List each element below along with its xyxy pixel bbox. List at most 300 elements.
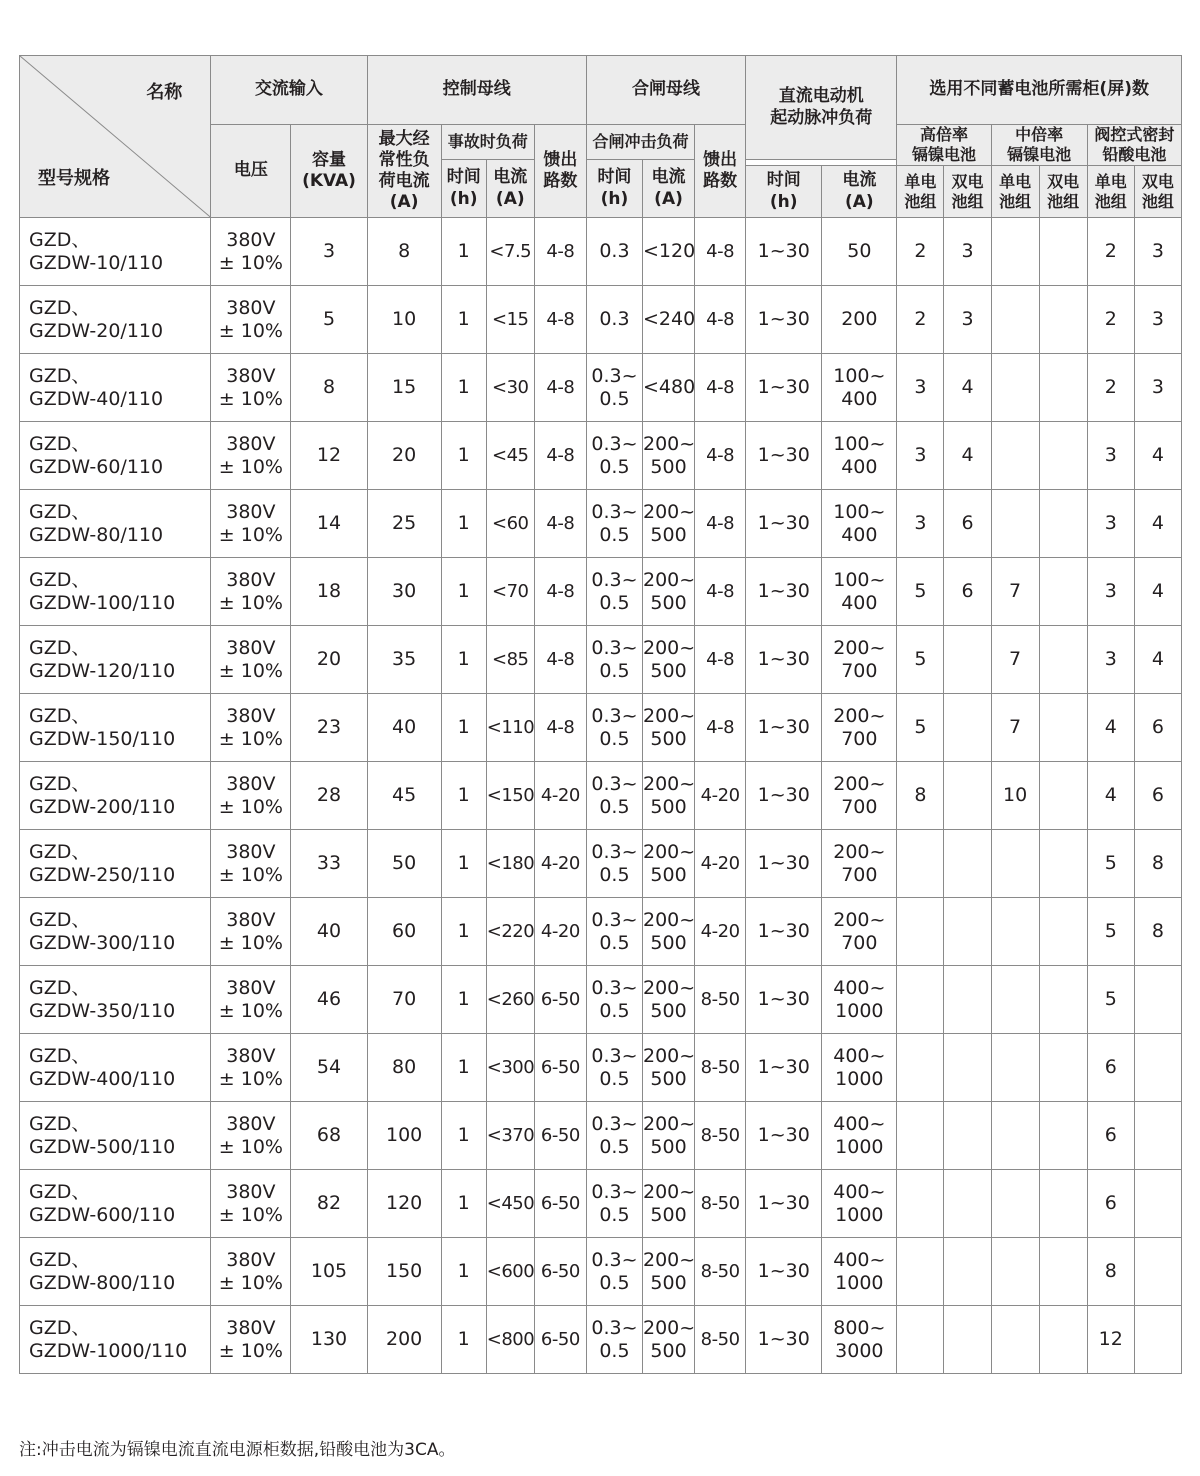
impact-time-value: 0.3~ 0.5 [591,636,638,682]
model-cell [20,490,211,558]
high-rate-single-value: 2 [914,308,927,331]
accident-time-cell [441,966,486,1034]
high-rate-double-value: 3 [961,308,974,331]
vrla-double-cell [1134,1238,1181,1306]
high-rate-double-label: 双电 池组 [951,171,984,211]
max-current-value: 8 [398,240,411,263]
motor-time-cell [746,422,822,490]
motor-current-value: 100~ 400 [833,500,886,546]
accident-time-cell [441,898,486,966]
accident-current-value: <60 [492,512,529,534]
model-value: GZD、 GZDW-400/110 [29,1044,176,1090]
capacity-cell [291,1034,367,1102]
motor-current-cell [822,422,897,490]
high-rate-single-value: 5 [914,716,927,739]
impact-current-cell [642,694,694,762]
high-rate-double-cell [944,1034,991,1102]
table-row [20,422,1182,490]
motor-current-value: 400~ 1000 [833,976,886,1022]
control-feeders-cell [534,1306,586,1374]
vrla-header [1087,125,1181,166]
vrla-single-cell [1087,898,1134,966]
control-feeders-value: 4-20 [540,920,580,942]
impact-time-cell [586,694,642,762]
voltage-cell [211,1306,291,1374]
model-cell [20,1306,211,1374]
capacity-cell [291,422,367,490]
vrla-single-cell [1087,422,1134,490]
vrla-double-header [1134,166,1181,218]
mid-rate-single-cell [991,1238,1039,1306]
accident-time-value: 1 [457,648,470,671]
closing-feeders-value: 4-20 [700,920,740,942]
control-feeders-cell [534,626,586,694]
capacity-value: 130 [310,1328,348,1351]
accident-current-value: <15 [492,308,529,330]
voltage-cell [211,286,291,354]
closing-feeders-value: 8-50 [700,1260,740,1282]
accident-current-value: <260 [486,988,535,1010]
accident-time-value: 1 [457,1056,470,1079]
control-feeders-cell [534,694,586,762]
impact-time-value: 0.3~ 0.5 [591,1112,638,1158]
accident-current-value: <150 [486,784,535,806]
motor-time-header [746,166,822,218]
max-current-value: 150 [385,1260,423,1283]
model-cell [20,218,211,286]
vrla-single-cell [1087,286,1134,354]
impact-time-cell [586,354,642,422]
mid-rate-single-value: 10 [1002,784,1028,807]
closing-feeders-value: 4-8 [706,444,735,466]
motor-time-value: 1~30 [757,1124,810,1147]
impact-time-value: 0.3~ 0.5 [591,1180,638,1226]
model-cell [20,1238,211,1306]
voltage-cell [211,694,291,762]
table-row [20,1238,1182,1306]
impact-current-value: 200~ 500 [642,636,696,682]
vrla-double-cell [1134,490,1181,558]
control-feeders-value: 6-50 [540,988,580,1010]
impact-time-value: 0.3~ 0.5 [591,976,638,1022]
impact-current-cell [642,1102,694,1170]
mid-rate-single-value: 7 [1009,716,1022,739]
motor-current-cell [822,694,897,762]
motor-current-value: 200~ 700 [833,908,886,954]
capacity-cell [291,286,367,354]
mid-rate-double-cell [1039,1306,1087,1374]
mid-rate-single-cell [991,694,1039,762]
motor-current-cell [822,1306,897,1374]
motor-time-value: 1~30 [757,716,810,739]
motor-current-value: 400~ 1000 [833,1248,886,1294]
accident-current-cell [486,1238,534,1306]
vrla-single-value: 2 [1104,308,1117,331]
vrla-double-cell [1134,966,1181,1034]
motor-time-cell [746,218,822,286]
control-feeders-label: 馈出 路数 [543,149,578,191]
mid-rate-double-label: 双电 池组 [1047,171,1080,211]
impact-current-cell [642,422,694,490]
closing-feeders-cell [695,558,746,626]
accident-current-value: <85 [492,648,529,670]
table-row [20,830,1182,898]
max-current-cell [367,830,441,898]
capacity-value: 3 [322,240,336,263]
high-rate-single-label: 单电 池组 [904,171,937,211]
closing-feeders-value: 4-8 [706,648,735,670]
capacity-value: 40 [316,920,342,943]
vrla-double-value: 6 [1151,716,1164,739]
motor-current-label: 电流 (A) [842,170,877,212]
control-feeders-cell [534,354,586,422]
control-feeders-cell [534,1034,586,1102]
vrla-single-cell [1087,966,1134,1034]
vrla-single-value: 2 [1104,240,1117,263]
vrla-single-value: 5 [1104,920,1117,943]
impact-time-cell [586,626,642,694]
model-cell [20,286,211,354]
motor-time-value: 1~30 [757,852,810,875]
accident-current-value: <30 [492,376,529,398]
mid-rate-header [991,125,1087,166]
vrla-single-cell [1087,1238,1134,1306]
mid-rate-single-cell [991,966,1039,1034]
vrla-double-value: 4 [1151,512,1164,535]
voltage-cell [211,830,291,898]
closing-bus-header: 合闸母线 [586,56,745,125]
accident-time-value: 1 [457,240,470,263]
closing-feeders-value: 4-8 [706,512,735,534]
accident-time-cell [441,1102,486,1170]
accident-time-cell [441,1238,486,1306]
motor-current-value: 200~ 700 [833,840,886,886]
mid-rate-double-cell [1039,490,1087,558]
model-value: GZD、 GZDW-10/110 [29,228,164,274]
max-current-value: 25 [392,512,417,535]
high-rate-single-value: 2 [914,240,927,263]
vrla-double-cell [1134,626,1181,694]
accident-time-header [441,160,486,218]
motor-time-value: 1~30 [757,988,810,1011]
model-cell [20,898,211,966]
voltage-header: 电压 [211,125,291,218]
max-current-value: 70 [392,988,417,1011]
motor-current-value: 200~ 700 [833,772,886,818]
impact-current-label: 电流 (A) [651,167,686,209]
capacity-value: 5 [322,308,336,331]
impact-time-cell [586,1238,642,1306]
control-bus-header: 控制母线 [367,56,586,125]
closing-feeders-value: 4-20 [700,852,740,874]
accident-time-cell [441,830,486,898]
voltage-value: 380V ± 10% [218,1180,283,1226]
motor-current-cell [822,218,897,286]
max-current-value: 10 [392,308,417,331]
model-value: GZD、 GZDW-80/110 [29,500,164,546]
impact-current-value: 200~ 500 [642,500,696,546]
high-rate-double-cell [944,286,991,354]
closing-feeders-cell [695,830,746,898]
voltage-value: 380V ± 10% [218,840,283,886]
accident-current-cell [486,1170,534,1238]
accident-time-value: 1 [457,1260,470,1283]
voltage-cell [211,558,291,626]
motor-time-cell [746,626,822,694]
voltage-cell [211,490,291,558]
closing-feeders-label: 馈出 路数 [703,149,738,191]
voltage-value: 380V ± 10% [218,500,283,546]
control-feeders-cell [534,830,586,898]
voltage-value: 380V ± 10% [218,772,283,818]
capacity-cell [291,1170,367,1238]
model-value: GZD、 GZDW-350/110 [29,976,176,1022]
vrla-single-cell [1087,626,1134,694]
voltage-cell [211,626,291,694]
accident-current-cell [486,218,534,286]
table-row [20,626,1182,694]
accident-time-value: 1 [457,580,470,603]
vrla-double-cell [1134,762,1181,830]
motor-time-label: 时间 (h) [766,170,801,212]
accident-current-value: <110 [486,716,535,738]
impact-time-value: 0.3~ 0.5 [591,704,638,750]
motor-current-value: 800~ 3000 [833,1316,886,1362]
vrla-double-cell [1134,1102,1181,1170]
capacity-cell [291,1102,367,1170]
motor-time-cell [746,898,822,966]
accident-time-cell [441,762,486,830]
impact-current-cell [642,966,694,1034]
mid-rate-double-cell [1039,1238,1087,1306]
voltage-value: 380V ± 10% [218,1248,283,1294]
closing-feeders-value: 4-8 [706,716,735,738]
voltage-value: 380V ± 10% [218,296,283,342]
table-row [20,1306,1182,1374]
accident-current-value: <370 [486,1124,535,1146]
closing-feeders-cell [695,626,746,694]
capacity-cell [291,966,367,1034]
accident-current-cell [486,762,534,830]
vrla-single-cell [1087,694,1134,762]
voltage-cell [211,966,291,1034]
max-current-value: 120 [385,1192,423,1215]
motor-current-value: 400~ 1000 [833,1044,886,1090]
mid-rate-double-header [1039,166,1087,218]
capacity-value: 46 [316,988,342,1011]
model-value: GZD、 GZDW-1000/110 [29,1316,188,1362]
table-row [20,558,1182,626]
accident-current-cell [486,830,534,898]
accident-time-cell [441,694,486,762]
vrla-single-value: 12 [1098,1328,1123,1351]
voltage-cell [211,1170,291,1238]
motor-current-value: 200~ 700 [833,704,886,750]
impact-time-cell [586,286,642,354]
impact-time-value: 0.3~ 0.5 [591,908,638,954]
closing-feeders-cell [695,1102,746,1170]
closing-feeders-value: 4-8 [706,240,735,262]
model-cell [20,830,211,898]
motor-current-value: 100~ 400 [833,432,886,478]
accident-current-header [486,160,534,218]
vrla-single-value: 5 [1104,852,1117,875]
control-feeders-value: 4-20 [540,852,580,874]
vrla-double-value: 4 [1151,648,1164,671]
max-current-label: 最大经 常性负 荷电流 (A) [378,128,430,213]
mid-rate-single-cell [991,286,1039,354]
vrla-double-cell [1134,830,1181,898]
vrla-single-cell [1087,1170,1134,1238]
max-current-value: 40 [392,716,417,739]
impact-time-value: 0.3~ 0.5 [591,840,638,886]
high-rate-single-cell [897,626,944,694]
high-rate-single-value: 8 [914,784,927,807]
motor-current-cell [822,966,897,1034]
impact-time-cell [586,898,642,966]
impact-current-cell [642,830,694,898]
mid-rate-single-cell [991,218,1039,286]
closing-feeders-value: 8-50 [700,1192,740,1214]
accident-current-cell [486,626,534,694]
mid-rate-double-cell [1039,626,1087,694]
motor-time-value: 1~30 [757,1328,810,1351]
max-current-value: 45 [392,784,417,807]
accident-time-value: 1 [457,716,470,739]
max-current-cell [367,490,441,558]
high-rate-single-cell [897,354,944,422]
accident-time-value: 1 [457,376,470,399]
max-current-cell [367,558,441,626]
model-value: GZD、 GZDW-500/110 [29,1112,176,1158]
voltage-value: 380V ± 10% [218,976,283,1022]
mid-rate-single-label: 单电 池组 [999,171,1032,211]
control-feeders-cell [534,762,586,830]
motor-current-cell [822,762,897,830]
high-rate-single-cell [897,1238,944,1306]
control-feeders-value: 6-50 [540,1192,580,1214]
high-rate-double-cell [944,354,991,422]
motor-current-value: 400~ 1000 [833,1180,886,1226]
motor-time-value: 1~30 [757,1192,810,1215]
high-rate-single-cell [897,1170,944,1238]
control-feeders-cell [534,422,586,490]
motor-time-cell [746,286,822,354]
motor-current-cell [822,354,897,422]
vrla-single-value: 4 [1104,716,1117,739]
high-rate-single-cell [897,1034,944,1102]
high-rate-single-cell [897,1306,944,1374]
capacity-cell [291,626,367,694]
mid-rate-double-cell [1039,830,1087,898]
high-rate-single-cell [897,966,944,1034]
closing-feeders-cell [695,762,746,830]
max-current-value: 35 [392,648,417,671]
table-row [20,966,1182,1034]
control-feeders-value: 4-8 [546,240,575,262]
control-feeders-value: 4-8 [546,512,575,534]
mid-rate-double-cell [1039,558,1087,626]
high-rate-single-cell [897,1102,944,1170]
closing-feeders-value: 8-50 [700,1328,740,1350]
corner-header-cell [20,56,211,218]
high-rate-single-value: 3 [914,444,927,467]
capacity-cell [291,1306,367,1374]
high-rate-single-cell [897,694,944,762]
voltage-cell [211,1238,291,1306]
capacity-value: 12 [316,444,342,467]
impact-current-cell [642,762,694,830]
capacity-value: 105 [310,1260,348,1283]
mid-rate-label: 中倍率 镉镍电池 [1007,125,1072,164]
high-rate-double-cell [944,694,991,762]
motor-current-cell [822,1170,897,1238]
motor-current-cell [822,558,897,626]
accident-current-cell [486,422,534,490]
capacity-cell [291,830,367,898]
accident-time-cell [441,286,486,354]
control-feeders-value: 6-50 [540,1056,580,1078]
high-rate-double-cell [944,966,991,1034]
control-feeders-cell [534,490,586,558]
motor-current-value: 200~ 700 [833,636,886,682]
motor-current-value: 100~ 400 [833,568,886,614]
control-feeders-cell [534,966,586,1034]
vrla-double-cell [1134,354,1181,422]
max-current-cell [367,422,441,490]
motor-time-cell [746,354,822,422]
closing-feeders-cell [695,1238,746,1306]
motor-time-value: 1~30 [757,240,810,263]
voltage-value: 380V ± 10% [218,908,283,954]
impact-current-value: <240 [642,308,696,331]
table-row [20,694,1182,762]
voltage-cell [211,218,291,286]
vrla-double-value: 6 [1151,784,1164,807]
vrla-single-cell [1087,830,1134,898]
mid-rate-single-cell [991,354,1039,422]
high-rate-single-cell [897,218,944,286]
mid-rate-single-cell [991,762,1039,830]
high-rate-single-cell [897,558,944,626]
vrla-single-cell [1087,558,1134,626]
motor-current-cell [822,1102,897,1170]
control-feeders-value: 6-50 [540,1124,580,1146]
impact-current-cell [642,1170,694,1238]
high-rate-double-header [944,166,991,218]
table-row [20,490,1182,558]
vrla-double-label: 双电 池组 [1141,171,1174,211]
high-rate-single-value: 5 [914,648,927,671]
closing-feeders-cell [695,286,746,354]
impact-time-cell [586,1170,642,1238]
impact-current-cell [642,898,694,966]
accident-time-value: 1 [457,920,470,943]
impact-time-cell [586,762,642,830]
capacity-value: 28 [316,784,342,807]
control-feeders-cell [534,898,586,966]
capacity-value: 68 [316,1124,342,1147]
vrla-double-value: 3 [1151,308,1164,331]
voltage-cell [211,762,291,830]
vrla-double-cell [1134,218,1181,286]
high-rate-double-cell [944,762,991,830]
closing-feeders-value: 8-50 [700,988,740,1010]
ac-input-header: 交流输入 [211,56,367,125]
motor-time-value: 1~30 [757,784,810,807]
vrla-double-value: 8 [1151,852,1164,875]
accident-current-cell [486,898,534,966]
